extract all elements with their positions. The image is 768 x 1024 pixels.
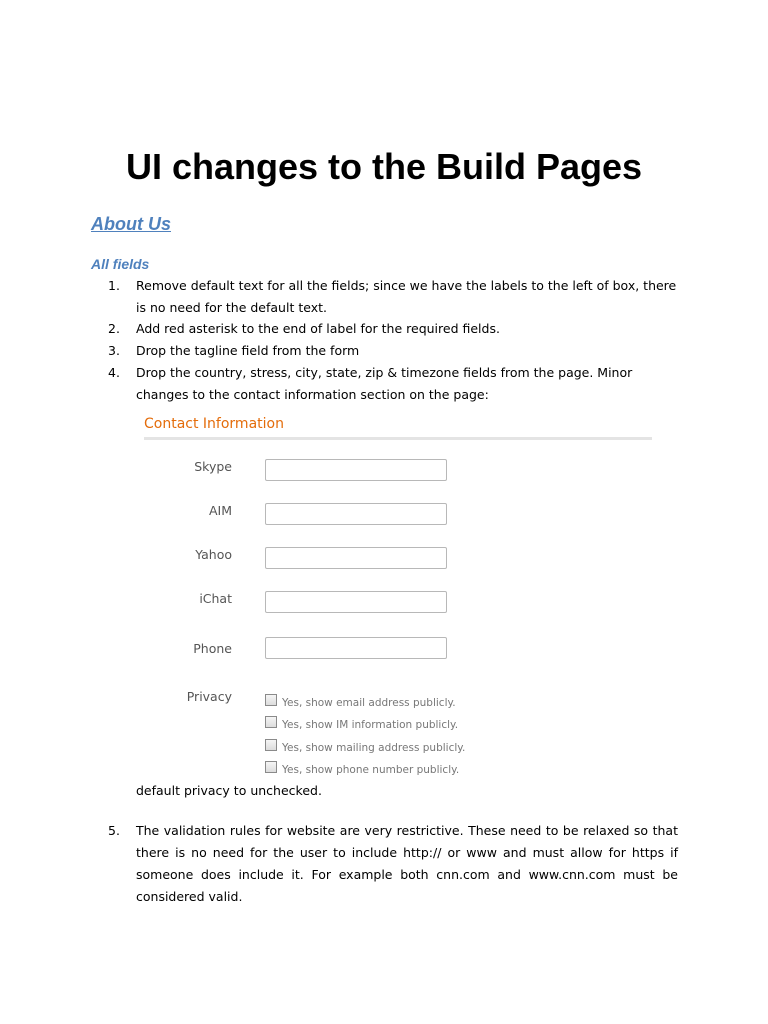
list-item-number: 5.	[108, 823, 120, 838]
list-item-number: 3.	[108, 343, 120, 358]
phone-label: Phone	[193, 641, 232, 656]
list-item-number: 1.	[108, 278, 120, 293]
privacy-option-text: Yes, show phone number publicly.	[282, 764, 460, 776]
ichat-input[interactable]	[265, 591, 447, 613]
privacy-option-text: Yes, show IM information publicly.	[282, 719, 459, 731]
privacy-option-email[interactable]	[265, 691, 456, 707]
section-heading-about-us: About Us	[91, 214, 171, 234]
page-title: UI changes to the Build Pages	[125, 146, 643, 187]
checkbox[interactable]	[265, 739, 277, 751]
list-item	[108, 340, 678, 362]
list-item	[108, 820, 678, 908]
skype-label: Skype	[194, 459, 232, 474]
yahoo-input[interactable]	[265, 547, 447, 569]
list-item-number: 2.	[108, 321, 120, 336]
checkbox[interactable]	[265, 716, 277, 728]
skype-input[interactable]	[265, 459, 447, 481]
ichat-label: iChat	[199, 591, 232, 606]
privacy-option-text: Yes, show mailing address publicly.	[282, 742, 466, 754]
list-item	[108, 318, 678, 340]
aim-input[interactable]	[265, 503, 447, 525]
list-item-text: Drop the tagline field from the form	[136, 343, 360, 358]
privacy-option-text: Yes, show email address publicly.	[282, 697, 456, 709]
list-item-text: The validation rules for website are very restrictive. These need to be relaxed so that there is no need for the user to include http:// or www and must allow for https if someone does include it. For example both cnn.com and www.cnn.com must be considered valid.	[136, 823, 678, 904]
list-item	[108, 275, 678, 319]
list-item-text: Add red asterisk to the end of label for the required fields.	[136, 321, 500, 336]
list-item-number: 4.	[108, 365, 120, 380]
privacy-option-mailing[interactable]	[265, 736, 465, 752]
aim-label: AIM	[208, 503, 232, 518]
contact-information-figure	[140, 410, 660, 780]
privacy-default-note: default privacy to unchecked.	[136, 783, 322, 798]
checkbox[interactable]	[265, 694, 277, 706]
subheading-all-fields: All fields	[91, 256, 150, 272]
phone-input[interactable]	[265, 637, 447, 659]
privacy-option-im[interactable]	[265, 713, 458, 729]
yahoo-label: Yahoo	[195, 547, 232, 562]
list-item-text: Drop the country, stress, city, state, zip & timezone fields from the page. Minor changes to the contact information section on the page:	[136, 365, 633, 402]
privacy-label: Privacy	[186, 689, 232, 704]
privacy-option-phone[interactable]	[265, 758, 459, 774]
list-item	[108, 362, 678, 406]
contact-information-title: Contact Information	[144, 416, 284, 432]
list-item-text: Remove default text for all the fields; since we have the labels to the left of box, there is no need for the default text.	[136, 278, 677, 315]
checkbox[interactable]	[265, 761, 277, 773]
section-divider	[144, 437, 652, 440]
